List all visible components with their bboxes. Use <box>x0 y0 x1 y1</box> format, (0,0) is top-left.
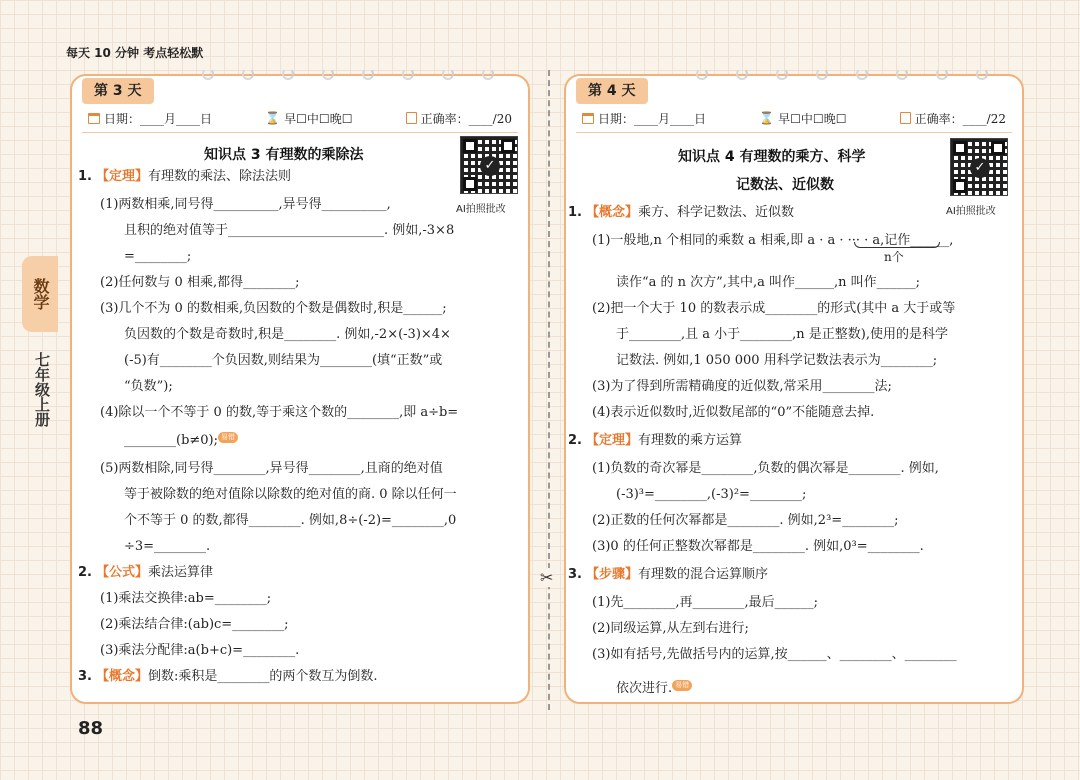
item-number: 1. <box>568 205 582 220</box>
day-badge: 第 3 天 <box>82 78 154 104</box>
scissors-icon: ✂ <box>540 568 554 587</box>
text-line <box>100 460 443 478</box>
ring-icon <box>696 68 708 80</box>
text-line <box>100 616 289 634</box>
ring-icon <box>202 68 214 80</box>
ring-icon <box>776 68 788 80</box>
text-line <box>616 680 692 698</box>
text-line <box>592 378 892 396</box>
info-row <box>582 108 1006 128</box>
check-icon: ✓ <box>480 156 500 176</box>
category-tag: 【概念】 <box>585 205 638 220</box>
line-text: (4)表示近似数时,近似数尾部的“0”不能随意去掉. <box>592 405 875 420</box>
text-line <box>592 512 899 530</box>
ring-icon <box>482 68 494 80</box>
hourglass-icon: ⌛ <box>265 111 281 125</box>
line-text: (1)先________,再________,最后______; <box>592 595 819 610</box>
ring-icon <box>816 68 828 80</box>
day-badge: 第 4 天 <box>576 78 648 104</box>
qr-code-icon[interactable] <box>460 136 518 194</box>
line-text: (3)0 的任何正整数次幂都是________. 例如,0³=________. <box>592 539 924 554</box>
text-line <box>124 222 454 240</box>
calendar-icon <box>88 113 100 124</box>
text-line <box>100 404 458 422</box>
ring-icon <box>896 68 908 80</box>
date-field[interactable]: 日期：____月____日 <box>598 111 707 126</box>
day3-panel <box>70 74 530 704</box>
line-text: 乘方、科学记数法、近似数 <box>638 205 795 220</box>
text-line <box>124 378 173 396</box>
knowledge-point-subtitle: 记数法、近似数 <box>736 177 834 193</box>
line-text: (1)两数相乘,同号得__________,异号得__________, <box>100 197 391 212</box>
ring-icon <box>856 68 868 80</box>
text-line <box>592 646 957 664</box>
ring-icon <box>282 68 294 80</box>
ring-icon <box>242 68 254 80</box>
divider-line <box>82 132 518 133</box>
subject-label: 数学 <box>31 278 50 310</box>
text-line <box>100 300 447 318</box>
ring-icon <box>362 68 374 80</box>
grade-label: 七年级上册 <box>33 351 51 427</box>
line-text: 等于被除数的绝对值除以除数的绝对值的商. 0 除以任何一 <box>124 487 457 502</box>
calendar-icon <box>582 113 594 124</box>
text-line <box>78 168 291 186</box>
text-line <box>124 248 191 266</box>
line-text: ________(b≠0); <box>124 433 219 448</box>
line-text: 读作“a 的 n 次方”,其中,a 叫作______,n 叫作______; <box>616 275 920 290</box>
item-number: 1. <box>78 169 92 184</box>
page-header: 每天 10 分钟 考点轻松默 <box>66 46 204 60</box>
line-text: 个不等于 0 的数,都得________. 例如,8÷(-2)=________,0 <box>124 513 457 528</box>
line-text: 依次进行. <box>616 681 673 696</box>
line-text: (4)除以一个不等于 0 的数,等于乘这个数的________,即 a÷b= <box>100 405 459 420</box>
text-line <box>568 566 768 584</box>
ring-icon <box>442 68 454 80</box>
page-number: 88 <box>78 718 104 739</box>
line-text: 有理数的乘方运算 <box>638 433 743 448</box>
binder-rings <box>676 68 1002 84</box>
text-line <box>616 326 948 344</box>
text-line <box>100 274 299 292</box>
text-line <box>592 538 924 556</box>
binder-rings <box>182 68 508 84</box>
line-text: 且积的绝对值等于________________________. 例如,-3×8 <box>124 223 455 238</box>
line-text: “负数”); <box>124 379 173 394</box>
text-line <box>592 232 953 250</box>
line-text: (2)把一个大于 10 的数表示成________的形式(其中 a 大于或等 <box>592 301 956 316</box>
ring-icon <box>976 68 988 80</box>
checklist-icon <box>406 112 417 124</box>
divider-line <box>576 132 1012 133</box>
category-tag: 【概念】 <box>95 669 148 684</box>
line-text: (3)几个不为 0 的数相乘,负因数的个数是偶数时,积是______; <box>100 301 447 316</box>
line-text: (2)乘法结合律:(ab)c=________; <box>100 617 289 632</box>
item-number: 2. <box>568 433 582 448</box>
line-text: ÷3=________. <box>124 539 211 554</box>
text-line <box>124 326 451 344</box>
text-line <box>124 432 238 450</box>
text-line <box>78 668 378 686</box>
ring-icon <box>322 68 334 80</box>
text-line <box>100 196 391 214</box>
qr-label: AI拍照批改 <box>456 204 506 215</box>
line-text: (1)乘法交换律:ab=________; <box>100 591 272 606</box>
text-line <box>100 642 299 660</box>
line-text: (1)一般地,n 个相同的乘数 a 相乘,即 a · a · ··· · a,记作______, <box>592 233 954 248</box>
item-number: 2. <box>78 565 92 580</box>
line-text: (3)为了得到所需精确度的近似数,常采用________法; <box>592 379 892 394</box>
line-text: (2)正数的任何次幂都是________. 例如,2³=________; <box>592 513 899 528</box>
qr-code-icon[interactable] <box>950 138 1008 196</box>
text-line <box>616 352 937 370</box>
line-text: (2)同级运算,从左到右进行; <box>592 621 749 636</box>
time-checkboxes[interactable]: 早☐中☐晚☐ <box>778 111 847 126</box>
category-tag: 【定理】 <box>95 169 148 184</box>
text-line <box>568 432 742 450</box>
checklist-icon <box>900 112 911 124</box>
text-line <box>592 404 874 422</box>
ring-icon <box>402 68 414 80</box>
line-text: (3)乘法分配律:a(b+c)=________. <box>100 643 300 658</box>
line-text: =________; <box>124 249 192 264</box>
hourglass-icon: ⌛ <box>759 111 775 125</box>
text-line <box>78 564 213 582</box>
text-line <box>592 620 749 638</box>
text-line <box>592 300 955 318</box>
line-text: 有理数的混合运算顺序 <box>638 567 769 582</box>
info-row <box>88 108 512 128</box>
item-number: 3. <box>78 669 92 684</box>
line-text: (3)如有括号,先做括号内的运算,按______、________、________ <box>592 647 957 662</box>
text-line <box>124 512 456 530</box>
knowledge-point-title: 知识点 3 有理数的乘除法 <box>204 147 364 163</box>
accuracy-field[interactable]: 正确率：____/22 <box>914 111 1006 126</box>
line-text: 倒数:乘积是________的两个数互为倒数. <box>148 669 378 684</box>
error-prone-badge: 易错 <box>218 432 238 443</box>
category-tag: 【公式】 <box>95 565 148 580</box>
qr-label: AI拍照批改 <box>946 206 996 217</box>
cut-line <box>548 70 550 710</box>
category-tag: 【定理】 <box>585 433 638 448</box>
date-field[interactable]: 日期：____月____日 <box>104 111 213 126</box>
line-text: (-3)³=________,(-3)²=________; <box>616 487 807 502</box>
line-text: (-5)有________个负因数,则结果为________(填“正数”或 <box>124 353 443 368</box>
text-line <box>124 538 210 556</box>
text-line <box>592 460 939 478</box>
line-text: 负因数的个数是奇数时,积是________. 例如,-2×(-3)×4× <box>124 327 451 342</box>
check-icon: ✓ <box>970 158 990 178</box>
line-text: 有理数的乘法、除法法则 <box>148 169 292 184</box>
knowledge-point-title: 知识点 4 有理数的乘方、科学 <box>678 149 866 165</box>
text-line <box>616 274 920 292</box>
text-line <box>124 486 457 504</box>
ring-icon <box>736 68 748 80</box>
text-line <box>568 204 794 222</box>
accuracy-field[interactable]: 正确率：____/20 <box>420 111 512 126</box>
item-number: 3. <box>568 567 582 582</box>
error-prone-badge: 易错 <box>672 680 692 691</box>
line-text: 乘法运算律 <box>148 565 214 580</box>
text-line <box>616 486 806 504</box>
time-checkboxes[interactable]: 早☐中☐晚☐ <box>284 111 353 126</box>
line-text: (2)任何数与 0 相乘,都得________; <box>100 275 300 290</box>
text-line <box>124 352 442 370</box>
subject-tab <box>22 256 58 332</box>
line-text: 于________,且 a 小于________,n 是正整数),使用的是科学 <box>616 327 948 342</box>
line-text: 记数法. 例如,1 050 000 用科学记数法表示为________; <box>616 353 938 368</box>
category-tag: 【步骤】 <box>585 567 638 582</box>
day4-panel <box>564 74 1024 704</box>
line-text: (1)负数的奇次幂是________,负数的偶次幂是________. 例如, <box>592 461 939 476</box>
brace-label: n个 <box>884 250 904 264</box>
text-line <box>592 594 818 612</box>
ring-icon <box>936 68 948 80</box>
text-line <box>100 590 271 608</box>
line-text: (5)两数相除,同号得________,异号得________,且商的绝对值 <box>100 461 443 476</box>
